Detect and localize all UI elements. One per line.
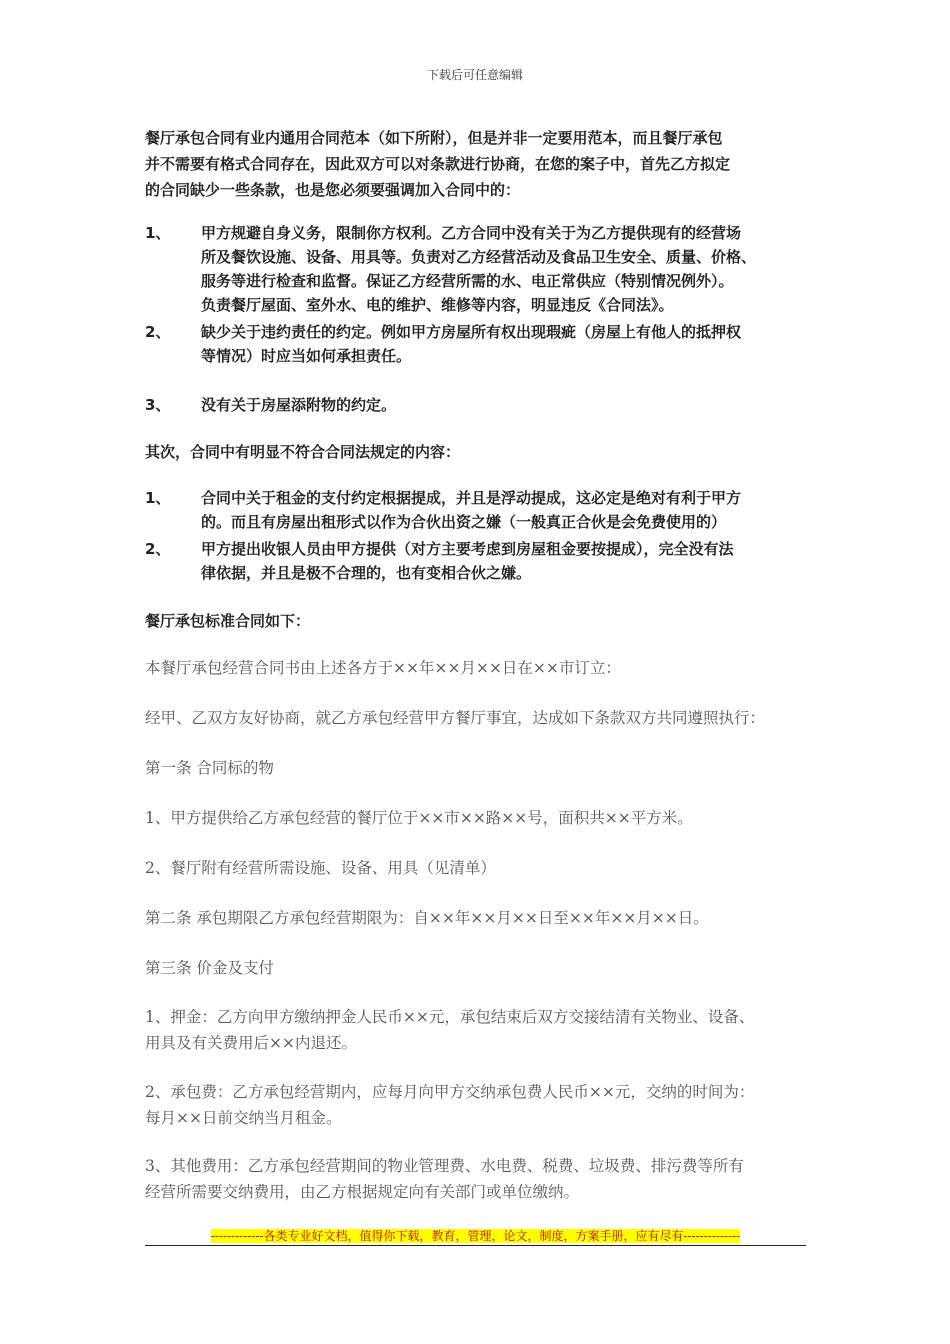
list-number: 1、 xyxy=(145,224,171,242)
text-line: 等情况）时应当如何承担责任。 xyxy=(201,347,412,365)
section-heading: 餐厅承包标准合同如下： xyxy=(145,612,311,630)
article-heading xyxy=(145,755,815,781)
text-line: 律依据，并且是极不合理的，也有变相合伙之嫌。 xyxy=(201,564,532,582)
intro-paragraph xyxy=(145,125,815,203)
text-line: 2、餐厅附有经营所需设施、设备、用具（见清单） xyxy=(145,859,496,877)
text-line: 第三条 价金及支付 xyxy=(145,959,274,977)
contract-paragraph xyxy=(145,805,815,831)
contract-paragraph xyxy=(145,1153,815,1205)
text-line: 餐厅承包合同有业内通用合同范本（如下所附），但是并非一定要用范本，而且餐厅承包 xyxy=(145,129,723,147)
contract-paragraph xyxy=(145,705,815,731)
text-line: 经甲、乙双方友好协商，就乙方承包经营甲方餐厅事宜，达成如下条款双方共同遵照执行： xyxy=(145,709,766,727)
text-line: 本餐厅承包经营合同书由上述各方于××年××月××日在××市订立： xyxy=(145,659,621,677)
text-line: 合同中关于租金的支付约定根据提成，并且是浮动提成，这必定是绝对有利于甲方 xyxy=(201,489,742,507)
list-number: 2、 xyxy=(145,540,171,558)
text-line: 甲方规避自身义务，限制你方权利。乙方合同中没有关于为乙方提供现有的经营场 xyxy=(201,224,742,242)
text-line: 用具及有关费用后××内退还。 xyxy=(145,1034,357,1052)
footer-text: -------------各类专业好文档，值得你下载，教育，管理，论文，制度，方案手册，应有尽有-------------- xyxy=(210,1229,741,1243)
contract-paragraph xyxy=(145,655,815,681)
list-number: 2、 xyxy=(145,323,171,341)
article-heading xyxy=(145,905,815,931)
contract-paragraph xyxy=(145,1079,815,1131)
text-line: 并不需要有格式合同存在，因此双方可以对条款进行协商，在您的案子中，首先乙方拟定 xyxy=(145,155,731,173)
text-line: 的。而且有房屋出租形式以作为合伙出资之嫌（一般真正合伙是会免费使用的） xyxy=(201,513,727,531)
text-line: 服务等进行检查和监督。保证乙方经营所需的水、电正常供应（特别情况例外）。 xyxy=(201,272,734,290)
text-line: 经营所需要交纳费用，由乙方根据规定向有关部门或单位缴纳。 xyxy=(145,1183,580,1201)
contract-paragraph xyxy=(145,855,815,881)
footer-banner xyxy=(145,1225,806,1246)
text-line: 没有关于房屋添附物的约定。 xyxy=(201,396,397,414)
text-line: 2、承包费：乙方承包经营期内，应每月向甲方交纳承包费人民币××元，交纳的时间为： xyxy=(145,1083,755,1101)
list-number: 3、 xyxy=(145,396,171,414)
section-heading: 其次，合同中有明显不符合合同法规定的内容： xyxy=(145,443,461,461)
text-line: 缺少关于违约责任的约定。例如甲方房屋所有权出现瑕疵（房屋上有他人的抵押权 xyxy=(201,323,742,341)
text-line: 第二条 承包期限乙方承包经营期限为：自××年××月××日至××年××月××日。 xyxy=(145,909,709,927)
text-line: 第一条 合同标的物 xyxy=(145,759,274,777)
page-header: 下载后可任意编辑 xyxy=(426,68,523,82)
text-line: 1、甲方提供给乙方承包经营的餐厅位于××市××路××号，面积共××平方米。 xyxy=(145,809,693,827)
text-line: 每月××日前交纳当月租金。 xyxy=(145,1109,342,1127)
article-heading xyxy=(145,955,815,981)
list-number: 1、 xyxy=(145,489,171,507)
contract-paragraph xyxy=(145,1004,815,1056)
text-line: 的合同缺少一些条款，也是您必须要强调加入合同中的： xyxy=(145,181,521,199)
text-line: 甲方提出收银人员由甲方提供（对方主要考虑到房屋租金要按提成），完全没有法 xyxy=(201,540,734,558)
text-line: 所及餐饮设施、设备、用具等。负责对乙方经营活动及食品卫生安全、质量、价格、 xyxy=(201,248,757,266)
text-line: 负责餐厅屋面、室外水、电的维护、维修等内容，明显违反《合同法》。 xyxy=(201,296,674,314)
text-line: 3、其他费用：乙方承包经营期间的物业管理费、水电费、税费、垃圾费、排污费等所有 xyxy=(145,1157,744,1175)
text-line: 1、押金：乙方向甲方缴纳押金人民币××元，承包结束后双方交接结清有关物业、设备、 xyxy=(145,1008,755,1026)
